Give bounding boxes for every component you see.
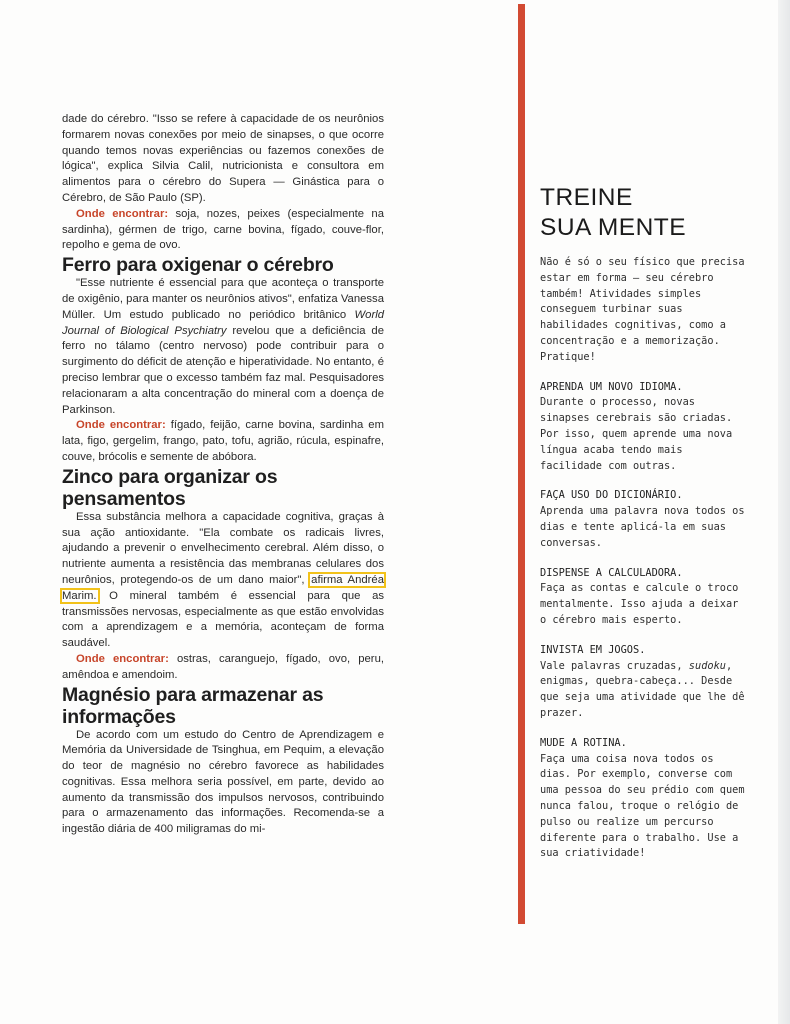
- where-text: soja, nozes, peixes (especialmente na sardinha), gérmen de trigo, carne bovina, fígado, couve-flor, repolho e gema de ovo.: [62, 207, 384, 252]
- tip-body: Durante o processo, novas sinapses cerebrais são criadas. Por isso, quem aprende uma nova língua acaba tendo mais facilidade com outras.: [540, 396, 733, 472]
- tip-body: Faça uma coisa nova todos os dias. Por exemplo, converse com uma pessoa do seu prédio com quem nunca falou, troque o relógio de pulso ou realize um percurso diferente para o trabalho. Use a sua criatividade!: [540, 752, 745, 860]
- where-label: Onde encontrar:: [76, 207, 169, 220]
- tip-item: [540, 488, 750, 551]
- sidebar-title: [540, 183, 750, 243]
- zinc-text-b: O mineral também é essencial para que as transmissões nervosas, especialmente as que estão envolvidas com a aprendizagem e a memória, aconteçam de forma saudável.: [62, 589, 384, 650]
- sidebar-accent-bar: [518, 4, 525, 924]
- intro-where-paragraph: [62, 207, 384, 254]
- iron-where-paragraph: [62, 418, 384, 465]
- tip-item: [540, 736, 750, 862]
- sidebar-intro: Não é só o seu físico que precisa estar em forma — seu cérebro também! Atividades simples conseguem turbinar suas habilidades cognitivas, como a concentração e a memorização. Pratique!: [540, 256, 745, 363]
- tip-body: Aprenda uma palavra nova todos os dias e tente aplicá-la em suas conversas.: [540, 505, 745, 549]
- iron-paragraph: [62, 276, 384, 418]
- zinc-text-a: Essa substância melhora a capacidade cognitiva, graças à sua ação antioxidante. "Ela combate os radicais livres, ajudando a prevenir o envelhecimento cerebral. Além disso, o nutriente aumenta a resistência das membranas celulares dos neurônios, protegendo-os de um dano maior",: [62, 510, 384, 586]
- tip-item: [540, 643, 750, 722]
- where-label: Onde encontrar:: [76, 419, 166, 432]
- magnesium-section-title: Magnésio para armazenar as informações: [62, 683, 324, 728]
- journal-name: World Journal of Biological Psychiatry: [62, 308, 384, 337]
- tip-body-b: , enigmas, quebra-cabeça... Desde que seja uma atividade que lhe dê prazer.: [540, 659, 745, 719]
- highlighted-quote-attribution[interactable]: afirma Andréa Marim.: [62, 573, 384, 602]
- where-text: fígado, feijão, carne bovina, sardinha em lata, figo, gergelim, frango, pato, tofu, agrião, rúcula, espinafre, couve, brócolis e semente de abóbora.: [62, 419, 384, 463]
- tip-title: DISPENSE A CALCULADORA.: [540, 566, 683, 579]
- tip-title: INVISTA EM JOGOS.: [540, 643, 646, 656]
- tip-body-em: sudoku: [688, 659, 726, 672]
- tip-item: [540, 380, 750, 475]
- tip-title: FAÇA USO DO DICIONÁRIO.: [540, 489, 683, 502]
- tip-item: [540, 566, 750, 629]
- tip-body: [540, 659, 750, 722]
- intro-paragraph: dade do cérebro. "Isso se refere à capacidade de os neurônios formarem novas conexões por meio de sinapses, o que ocorre quando temos novas experiências ou fazemos conexões de lógica", explica Silvia Calil, nutricionista e consultora em alimentos para o cérebro do Supera — Ginástica para o Cérebro, de São Paulo (SP).: [62, 113, 384, 204]
- sidebar-box: [540, 183, 750, 862]
- sidebar-title-line2: SUA MENTE: [540, 214, 687, 241]
- iron-text-b: revelou que a deficiência de ferro no tálamo (centro nervoso) pode contribuir para o surgimento do déficit de atenção e hiperatividade. No entanto, é preciso lembrar que o excesso também faz mal. Pesquisadores relacionaram a alta concentração do mineral com a doença de Parkinson.: [62, 324, 384, 416]
- sidebar-title-line1: TREINE: [540, 184, 633, 211]
- zinc-section-title: Zinco para organizar os pensamentos: [62, 465, 278, 510]
- page-edge: [778, 0, 790, 1024]
- tip-body-a: Vale palavras cruzadas,: [540, 659, 689, 672]
- tip-title: APRENDA UM NOVO IDIOMA.: [540, 380, 683, 393]
- where-text: ostras, caranguejo, fígado, ovo, peru, amêndoa e amendoim.: [62, 652, 384, 681]
- article-column: [62, 112, 384, 838]
- iron-text-a: "Esse nutriente é essencial para que aconteça o transporte de oxigênio, para manter os neurônios ativos", enfatiza Vanessa Müller. Um estudo publicado no periódico britânico: [62, 277, 384, 321]
- zinc-paragraph: [62, 510, 384, 652]
- magnesium-paragraph: De acordo com um estudo do Centro de Aprendizagem e Memória da Universidade de Tsinghua, em Pequim, a elevação do teor de magnésio no cérebro favorece as habilidades cognitivas. Essa melhora seria possível, em parte, devido ao aumento da transmissão dos impulsos nervosos, contribuindo para o armazenamento das informações. Recomenda-se a ingestão diária de 400 miligramas do mi-: [62, 728, 384, 836]
- tip-title: MUDE A ROTINA.: [540, 736, 627, 749]
- where-label: Onde encontrar:: [76, 652, 169, 665]
- iron-section-title: Ferro para oxigenar o cérebro: [62, 254, 334, 277]
- zinc-where-paragraph: [62, 652, 384, 684]
- tip-body: Faça as contas e calcule o troco mentalmente. Isso ajuda a deixar o cérebro mais esperto.: [540, 582, 739, 626]
